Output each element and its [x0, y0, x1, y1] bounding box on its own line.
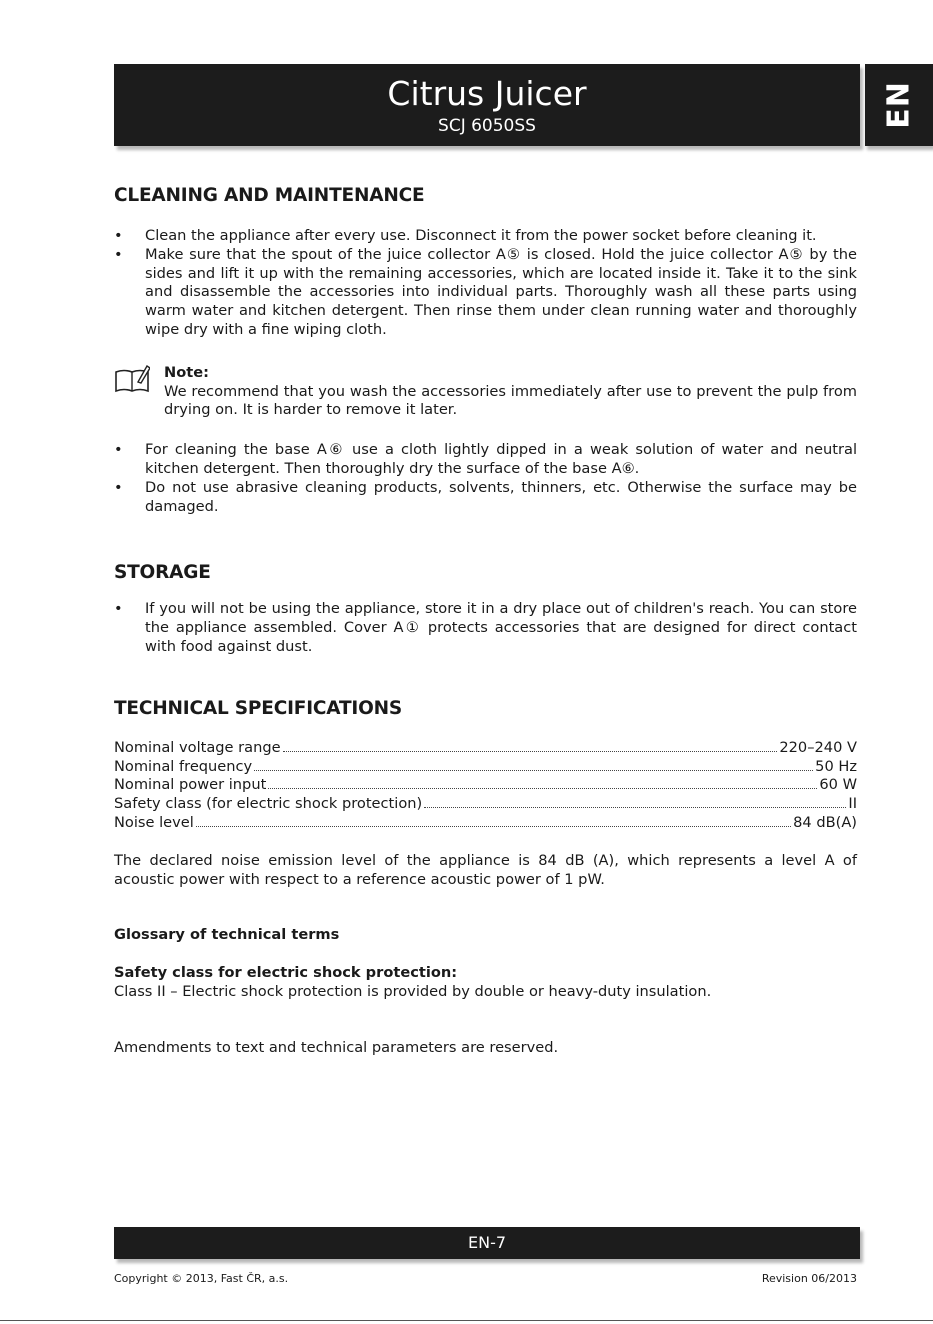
spec-value: II	[848, 795, 857, 813]
language-code: EN	[881, 81, 917, 129]
note-label: Note:	[164, 363, 209, 381]
list-item: • For cleaning the base A⑥ use a cloth lightly dipped in a weak solution of water and neutral kitchen detergent. Then thoroughly dry the surface of the base A⑥.	[114, 441, 857, 479]
spec-label: Noise level	[114, 813, 194, 831]
note-block	[114, 364, 857, 420]
model-number: SCJ 6050SS	[438, 116, 536, 136]
glossary-definition: Class II – Electric shock protection is provided by double or heavy-duty insulation.	[114, 982, 712, 1000]
spec-row	[114, 776, 857, 795]
document-title: Citrus Juicer	[387, 74, 587, 113]
glossary-heading: Glossary of technical terms	[114, 926, 340, 944]
spec-row	[114, 758, 857, 777]
language-tab	[865, 64, 933, 146]
spec-label: Nominal voltage range	[114, 738, 281, 756]
page-content	[114, 184, 857, 1058]
copyright: Copyright © 2013, Fast ČR, a.s.	[114, 1272, 289, 1285]
list-item: • Clean the appliance after every use. Disconnect it from the power socket before cleaning it.	[114, 227, 857, 246]
spec-row	[114, 795, 857, 814]
note-text: We recommend that you wash the accessories immediately after use to prevent the pulp from drying on. It is harder to remove it later.	[164, 382, 857, 419]
header-bar	[114, 64, 860, 146]
spec-label: Nominal frequency	[114, 757, 253, 775]
spec-row	[114, 814, 857, 833]
page-number: EN-7	[467, 1233, 507, 1252]
list-item: • Make sure that the spout of the juice collector A⑤ is closed. Hold the juice collector A⑤ by the sides and lift it up with the remaining accessories, which are located inside it. Take it to the sink and disassemble the accessories into individual parts. Thoroughly wash all these parts using warm water and kitchen detergent. Then rinse them under clean running water and thoroughly wipe dry with a fine wiping cloth.	[114, 246, 857, 340]
specs-table	[114, 739, 857, 833]
spec-value: 84 dB(A)	[793, 813, 857, 831]
spec-label: Safety class (for electric shock protection)	[114, 795, 423, 813]
list-item: • Do not use abrasive cleaning products, solvents, thinners, etc. Otherwise the surface may be damaged.	[114, 479, 857, 517]
specs-heading: TECHNICAL SPECIFICATIONS	[114, 697, 403, 719]
glossary-term: Safety class for electric shock protection:	[114, 964, 458, 982]
list-item: • If you will not be using the appliance, store it in a dry place out of children's reach. You can store the appliance assembled. Cover A① protects accessories that are designed for direct contact with food against dust.	[114, 600, 857, 656]
footer-bar	[114, 1227, 860, 1259]
storage-list	[114, 600, 857, 656]
cleaning-list	[114, 227, 857, 340]
noise-paragraph: The declared noise emission level of the appliance is 84 dB (A), which represents a level A of acoustic power with respect to a reference acoustic power of 1 pW.	[114, 851, 857, 888]
spec-value: 60 W	[819, 776, 857, 794]
revision: Revision 06/2013	[761, 1272, 857, 1285]
spec-value: 220–240 V	[779, 738, 857, 756]
amendments-note: Amendments to text and technical parameters are reserved.	[114, 1038, 559, 1056]
spec-row	[114, 739, 857, 758]
cleaning-heading: CLEANING AND MAINTENANCE	[114, 185, 425, 206]
bottom-rule	[0, 1320, 933, 1321]
open-book-icon	[114, 364, 150, 396]
spec-value: 50 Hz	[815, 757, 857, 775]
spec-label: Nominal power input	[114, 776, 267, 794]
cleaning-list-2	[114, 441, 857, 516]
storage-heading: STORAGE	[114, 562, 211, 584]
